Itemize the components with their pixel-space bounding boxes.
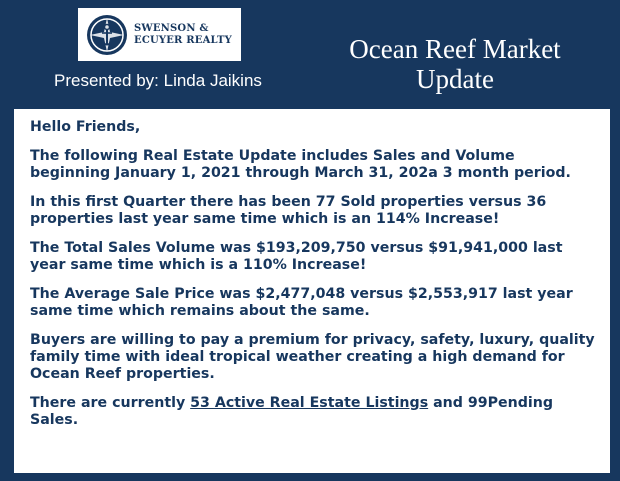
paragraph-sold-properties: In this first Quarter there has been 77 Sold properties versus 36 properties last year same time which is an 114% Increase! bbox=[30, 194, 547, 227]
message-body bbox=[14, 109, 610, 473]
paragraph-sales-period: The following Real Estate Update includes Sales and Volume beginning January 1, 2021 through March 31, 202a 3 month period. bbox=[30, 148, 571, 181]
company-logo bbox=[78, 8, 241, 61]
listings-suffix: and 99Pending Sales. bbox=[30, 395, 553, 428]
header bbox=[0, 0, 620, 110]
paragraph-buyers: Buyers are willing to pay a premium for privacy, safety, luxury, quality family time with ideal tropical weather creating a high demand for Ocean Reef properties. bbox=[30, 332, 595, 382]
logo-line-1: SWENSON & bbox=[134, 22, 209, 34]
page-title: Ocean Reef Market Update bbox=[349, 34, 561, 94]
logo-line-2: ECUYER REALTY bbox=[134, 34, 232, 46]
presented-by: Presented by: Linda Jaikins bbox=[54, 71, 262, 90]
listings-prefix: There are currently bbox=[30, 395, 191, 411]
anchor-compass-icon bbox=[86, 14, 128, 56]
paragraph-listings bbox=[30, 395, 596, 429]
paragraph-sales-volume: The Total Sales Volume was $193,209,750 versus $91,941,000 last year same time which is a 110% Increase! bbox=[30, 240, 563, 273]
active-listings-link[interactable]: 53 Active Real Estate Listings bbox=[190, 395, 429, 411]
paragraph-average-price: The Average Sale Price was $2,477,048 versus $2,553,917 last year same time which remains about the same. bbox=[30, 286, 573, 319]
greeting: Hello Friends, bbox=[30, 119, 141, 135]
logo-wordmark bbox=[134, 23, 232, 47]
bottom-border bbox=[0, 473, 620, 481]
